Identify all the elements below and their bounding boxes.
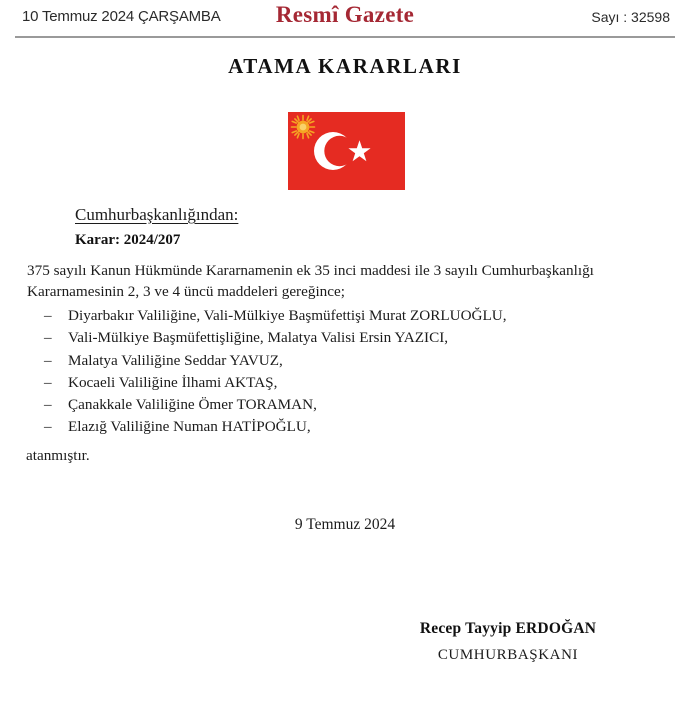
header-issue-number: Sayı : 32598: [591, 9, 670, 25]
list-item-text: Diyarbakır Valiliğine, Vali-Mülkiye Başmüfettişi Murat ZORLUOĞLU,: [68, 307, 507, 324]
header-divider: [15, 36, 675, 38]
list-dash: –: [44, 373, 52, 391]
turkish-flag-image: [288, 112, 405, 190]
list-item: [44, 372, 644, 394]
sunburst-emblem-icon: [292, 116, 315, 139]
signatory-name: Recep Tayyip ERDOĞAN: [419, 620, 597, 637]
list-item: [44, 305, 644, 327]
list-dash: –: [44, 329, 52, 347]
list-item-text: Vali-Mülkiye Başmüfettişliğine, Malatya Valisi Ersin YAZICI,: [68, 329, 449, 347]
list-dash: –: [44, 351, 52, 369]
list-item-text: Malatya Valiliğine Seddar YAVUZ,: [68, 351, 283, 369]
list-item-text: Kocaeli Valiliğine İlhami AKTAŞ,: [68, 373, 278, 391]
list-item: [44, 327, 644, 349]
decree-preamble: 375 sayılı Kanun Hükmünde Kararnamenin ek 35 inci maddesi ile 3 sayılı Cumhurbaşkanlığı Kararnamesinin 2, 3 ve 4 üncü maddeleri gereğince;: [27, 262, 594, 300]
decision-number: Karar: 2024/207: [75, 232, 181, 248]
issuing-authority: Cumhurbaşkanlığından:: [75, 205, 239, 224]
decree-date: 9 Temmuz 2024: [294, 516, 396, 533]
signatory-title: CUMHURBAŞKANI: [437, 647, 579, 663]
list-item: [44, 350, 644, 372]
list-item: [44, 416, 644, 438]
closing-statement: atanmıştır.: [26, 447, 90, 464]
list-item-text: Elazığ Valiliğine Numan HATİPOĞLU,: [68, 418, 311, 436]
list-dash: –: [44, 396, 52, 414]
turkish-flag: [288, 112, 405, 190]
signature-block: [388, 620, 628, 664]
list-dash: –: [44, 307, 52, 324]
page-title: ATAMA KARARLARI: [228, 54, 462, 78]
gazette-header: [0, 0, 690, 34]
list-dash: –: [44, 418, 52, 436]
header-date: 10 Temmuz 2024 ÇARŞAMBA: [22, 8, 221, 25]
list-item-text: Çanakkale Valiliğine Ömer TORAMAN,: [68, 396, 317, 414]
gazette-masthead-title: Resmî Gazete: [275, 2, 415, 27]
appointment-list: [44, 305, 644, 439]
list-item: [44, 394, 644, 416]
